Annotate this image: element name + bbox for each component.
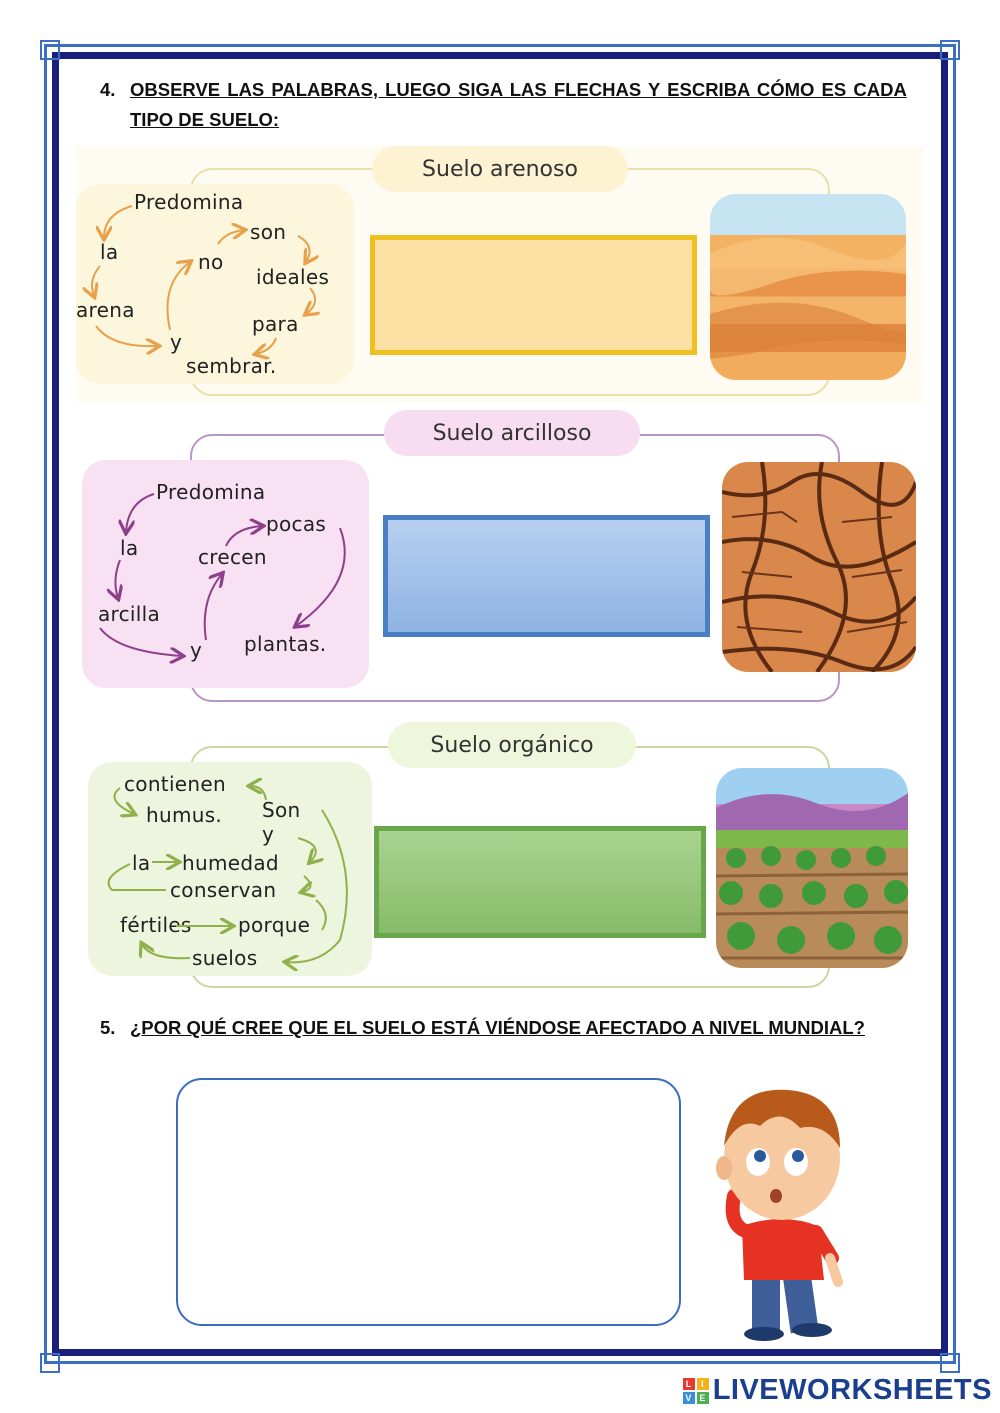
word: sembrar. — [186, 354, 277, 378]
question-number: 5. — [100, 1017, 116, 1038]
word: son — [250, 220, 287, 244]
question-text: ¿POR QUÉ CREE QUE EL SUELO ESTÁ VIÉNDOSE AFECTADO A NIVEL MUNDIAL? — [130, 1017, 865, 1038]
word: conservan — [170, 878, 277, 902]
thinking-boy-illustration — [700, 1076, 860, 1342]
word: la — [132, 851, 151, 875]
word: humedad — [182, 851, 279, 875]
answer-textarea[interactable] — [176, 1078, 681, 1326]
question-text-line2: TIPO DE SUELO: — [130, 109, 280, 130]
word: y — [262, 822, 275, 846]
word: porque — [238, 913, 311, 937]
question-number: 4. — [100, 79, 116, 100]
word: contienen — [124, 772, 226, 796]
word: pocas — [266, 512, 327, 536]
word: y — [170, 330, 183, 354]
word: crecen — [198, 545, 267, 569]
farmland-image — [716, 768, 908, 968]
word: arena — [76, 298, 135, 322]
word: arcilla — [98, 602, 161, 626]
logo-mark: L I V E — [683, 1378, 709, 1404]
word: no — [198, 250, 224, 274]
section-title: Suelo arenoso — [372, 146, 628, 192]
word: Predomina — [134, 190, 244, 214]
word: y — [190, 638, 203, 662]
word: Son — [262, 798, 301, 822]
question-text-line1: OBSERVE LAS PALABRAS, LUEGO SIGA LAS FLECHAS Y ESCRIBA CÓMO ES CADA — [130, 79, 907, 100]
section-title: Suelo orgánico — [388, 722, 636, 768]
liveworksheets-logo — [683, 1374, 992, 1407]
word: Predomina — [156, 480, 266, 504]
word: ideales — [256, 265, 330, 289]
word: plantas. — [244, 632, 327, 656]
word: la — [120, 536, 139, 560]
question-5 — [100, 1014, 920, 1044]
word: humus. — [146, 803, 223, 827]
word: la — [100, 240, 119, 264]
word: para — [252, 312, 299, 336]
logo-text: LIVEWORKSHEETS — [712, 1374, 992, 1406]
answer-box[interactable] — [374, 826, 706, 938]
word: fértiles — [120, 913, 192, 937]
word: suelos — [192, 946, 258, 970]
section-title: Suelo arcilloso — [384, 410, 640, 456]
